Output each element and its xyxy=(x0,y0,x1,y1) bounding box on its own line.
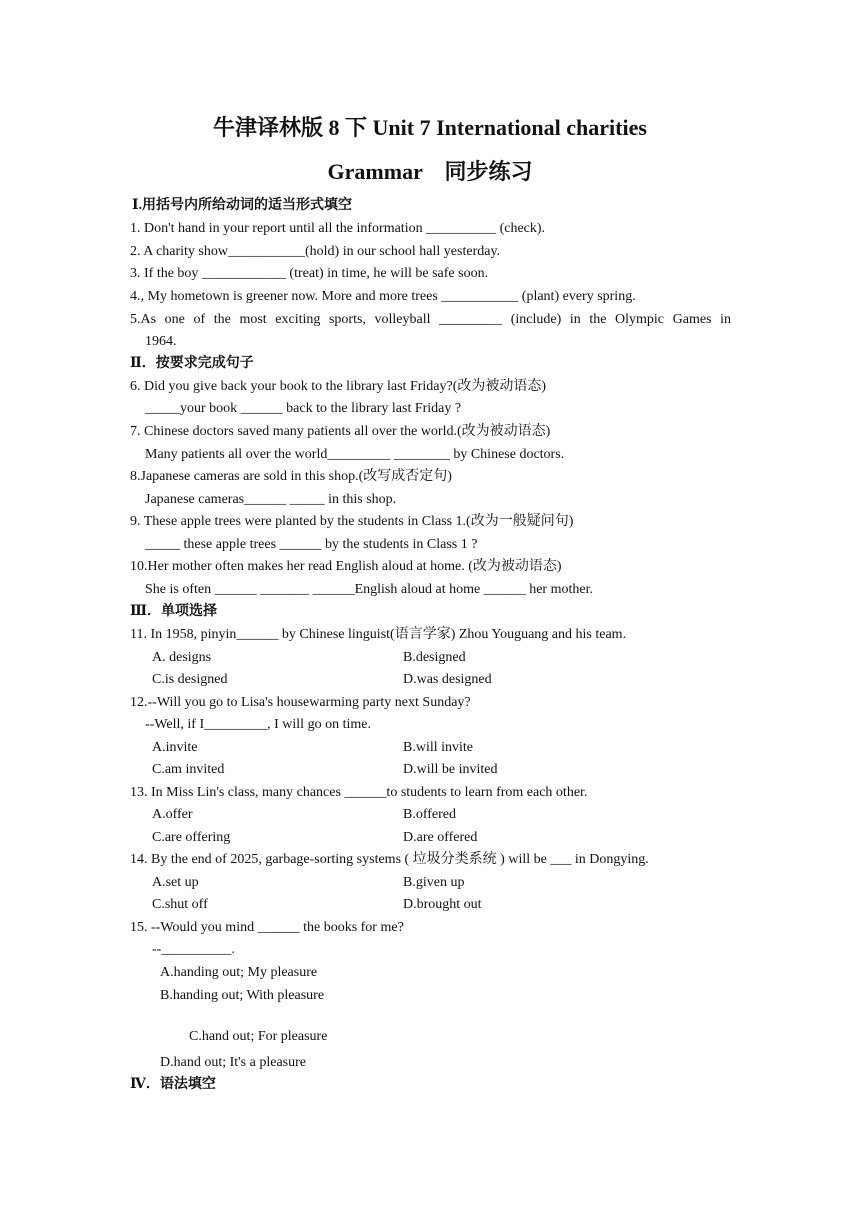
question-9: 9. These apple trees were planted by the students in Class 1.(改为一般疑问句) xyxy=(130,514,574,529)
option-12-c: C.am invited xyxy=(152,762,225,777)
option-15-a: A.handing out; My pleasure xyxy=(160,965,318,980)
question-4: 4., My hometown is greener now. More and more trees ___________ (plant) every spring. xyxy=(130,289,636,304)
question-6: 6. Did you give back your book to the library last Friday?(改为被动语态) xyxy=(130,379,547,394)
question-12-reply: --Well, if I_________, I will go on time. xyxy=(145,717,371,732)
question-8: 8.Japanese cameras are sold in this shop.(改写成否定句) xyxy=(130,469,452,484)
answer-line-7: Many patients all over the world_________ ________ by Chinese doctors. xyxy=(145,447,565,462)
section-heading-4: Ⅳ．语法填空 xyxy=(130,1077,216,1092)
option-12-a: A.invite xyxy=(152,740,198,755)
section-heading-3: Ⅲ．单项选择 xyxy=(130,604,218,619)
question-3: 3. If the boy ____________ (treat) in time, he will be safe soon. xyxy=(130,266,489,281)
question-13: 13. In Miss Lin's class, many chances ______to students to learn from each other. xyxy=(130,785,588,800)
page-subtitle: Grammar 同步练习 xyxy=(327,159,533,184)
question-15: 15. --Would you mind ______ the books for me? xyxy=(130,920,404,935)
question-7: 7. Chinese doctors saved many patients all over the world.(改为被动语态) xyxy=(130,424,551,439)
question-5-continued: 1964. xyxy=(145,334,177,349)
question-12: 12.--Will you go to Lisa's housewarming party next Sunday? xyxy=(130,695,471,710)
page-title: 牛津译林版 8 下 Unit 7 International charities xyxy=(213,115,647,140)
question-5: 5.As one of the most exciting sports, volleyball _________ (include) in the Olympic Games in xyxy=(130,312,731,327)
option-13-a: A.offer xyxy=(152,807,193,822)
section-heading-2: Ⅱ．按要求完成句子 xyxy=(130,356,254,371)
option-12-b: B.will invite xyxy=(403,740,473,755)
option-14-a: A.set up xyxy=(152,875,199,890)
question-15-reply: --__________. xyxy=(152,942,235,957)
option-13-b: B.offered xyxy=(403,807,456,822)
option-13-d: D.are offered xyxy=(403,830,478,845)
option-11-d: D.was designed xyxy=(403,672,492,687)
section-heading-1: Ⅰ.用括号内所给动词的适当形式填空 xyxy=(132,198,353,213)
option-11-a: A. designs xyxy=(152,650,212,665)
answer-line-6: _____your book ______ back to the library last Friday ? xyxy=(145,401,462,416)
question-2: 2. A charity show___________(hold) in our school hall yesterday. xyxy=(130,244,501,259)
answer-line-8: Japanese cameras______ _____ in this shop. xyxy=(145,492,397,507)
answer-line-9: _____ these apple trees ______ by the students in Class 1 ? xyxy=(145,537,478,552)
question-11: 11. In 1958, pinyin______ by Chinese linguist(语言学家) Zhou Youguang and his team. xyxy=(130,627,627,642)
option-15-d: D.hand out; It's a pleasure xyxy=(160,1055,306,1070)
option-11-b: B.designed xyxy=(403,650,466,665)
question-1: 1. Don't hand in your report until all the information __________ (check). xyxy=(130,221,546,236)
option-11-c: C.is designed xyxy=(152,672,228,687)
option-14-d: D.brought out xyxy=(403,897,482,912)
option-12-d: D.will be invited xyxy=(403,762,498,777)
option-14-b: B.given up xyxy=(403,875,465,890)
answer-line-10: She is often ______ _______ ______English aloud at home ______ her mother. xyxy=(145,582,593,597)
option-15-c: C.hand out; For pleasure xyxy=(189,1029,328,1044)
question-10: 10.Her mother often makes her read English aloud at home. (改为被动语态) xyxy=(130,559,562,574)
option-14-c: C.shut off xyxy=(152,897,208,912)
question-14: 14. By the end of 2025, garbage-sorting systems ( 垃圾分类系统 ) will be ___ in Dongying. xyxy=(130,852,649,867)
option-13-c: C.are offering xyxy=(152,830,231,845)
option-15-b: B.handing out; With pleasure xyxy=(160,988,325,1003)
